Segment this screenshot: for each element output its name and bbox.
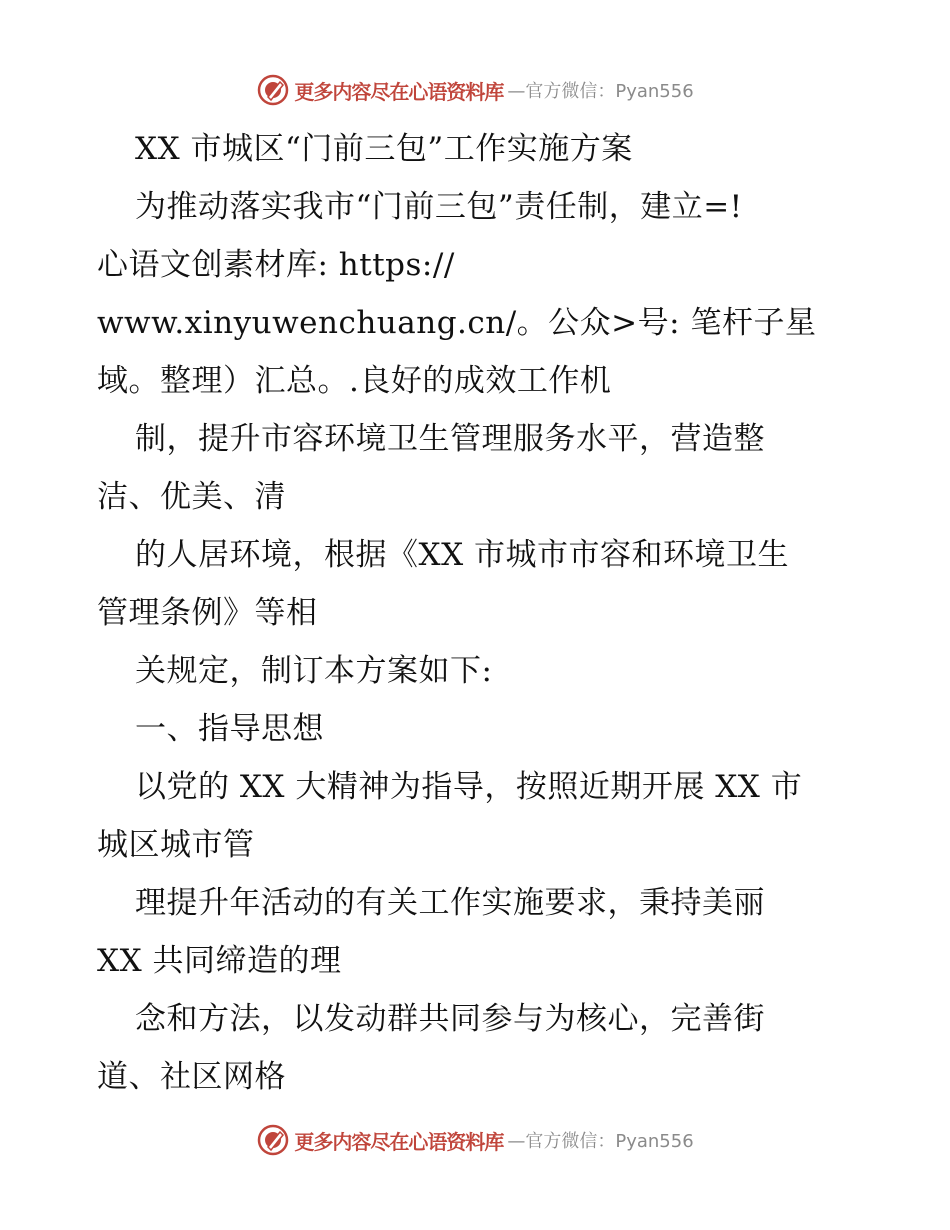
pen-logo-icon xyxy=(256,1123,290,1157)
pen-logo-icon xyxy=(256,73,290,107)
document-title: XX 市城区“门前三包”工作实施方案 xyxy=(135,131,633,167)
text-line: 管理条例》等相 xyxy=(97,595,318,631)
text-line: 理提升年活动的有关工作实施要求，秉持美丽 xyxy=(135,885,765,921)
text-line: www.xinyuwenchuang.cn/。公众>号: 笔杆子星 xyxy=(97,305,817,341)
text-line: 制，提升市容环境卫生管理服务水平，营造整 xyxy=(135,421,765,457)
banner-wechat: —官方微信：Pyan556 xyxy=(507,1131,694,1152)
header-banner-content xyxy=(256,73,693,107)
text-line: 心语文创素材库: https:// xyxy=(97,247,455,283)
header-banner xyxy=(0,70,950,110)
text-line: 关规定，制订本方案如下: xyxy=(135,653,493,689)
text-line: 域。整理）汇总。.良好的成效工作机 xyxy=(97,363,612,399)
text-line: 念和方法，以发动群共同参与为核心，完善街 xyxy=(135,1001,765,1037)
text-line: 以党的 XX 大精神为指导，按照近期开展 XX 市 xyxy=(135,769,803,805)
text-line: 城区城市管 xyxy=(97,827,255,863)
text-line: 为推动落实我市“门前三包”责任制，建立=! xyxy=(135,189,743,225)
text-line: 的人居环境，根据《XX 市城市市容和环境卫生 xyxy=(135,537,789,573)
banner-title: 更多内容尽在心语资料库 xyxy=(294,1129,504,1154)
footer-banner-content xyxy=(256,1123,693,1157)
text-line: 道、社区网格 xyxy=(97,1059,286,1095)
document-body xyxy=(97,120,857,1106)
banner-title: 更多内容尽在心语资料库 xyxy=(294,79,504,104)
footer-banner xyxy=(0,1120,950,1160)
banner-wechat: —官方微信：Pyan556 xyxy=(507,81,694,102)
text-line: XX 共同缔造的理 xyxy=(97,943,342,979)
section-heading: 一、指导思想 xyxy=(135,711,324,747)
text-line: 洁、优美、清 xyxy=(97,479,286,515)
